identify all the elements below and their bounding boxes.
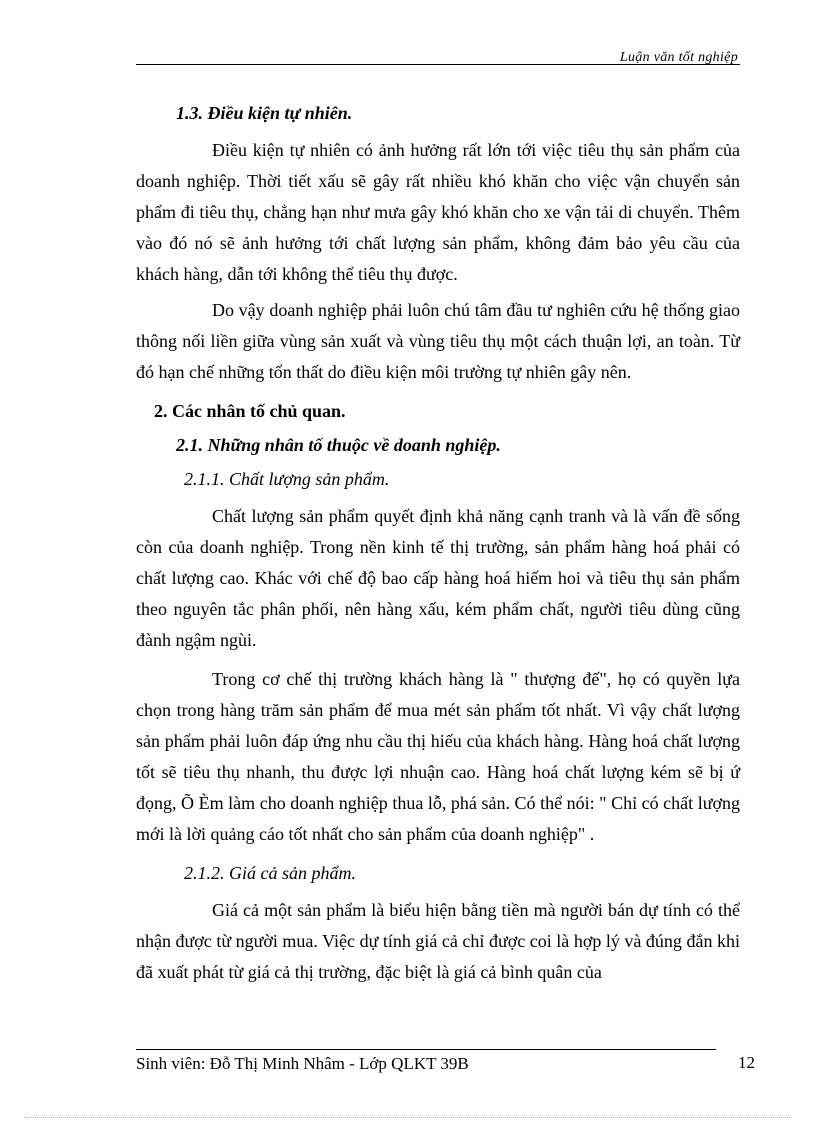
heading-2-1: 2.1. Những nhân tố thuộc về doanh nghiệp. bbox=[176, 435, 501, 455]
running-header: Luận văn tốt nghiệp bbox=[619, 50, 738, 65]
heading-1-3: 1.3. Điều kiện tự nhiên. bbox=[176, 103, 353, 123]
paragraph-transport-infrastructure: Do vậy doanh nghiệp phải luôn chú tâm đầu tư nghiên cứu hệ thống giao thông nối liền giữa vùng sản xuất và vùng tiêu thụ một cách thuận lợi, an toàn. Từ đó hạn chế những tổn thất do điều kiện môi trường tự nhiên gây nên. bbox=[136, 300, 740, 382]
page-body bbox=[136, 98, 740, 988]
heading-2-1-1: 2.1.1. Chất lượng sản phẩm. bbox=[184, 469, 390, 489]
paragraph-customer-choice: Trong cơ chế thị trường khách hàng là " thượng đế", họ có quyền lựa chọn trong hàng trăm sản phẩm để mua mét sản phẩm tốt nhất. Vì vậy chất lượng sản phẩm phải luôn đáp ứng nhu cầu thị hiếu của khách hàng. Hàng hoá chất lượng tốt sẽ tiêu thụ nhanh, thu được lợi nhuận cao. Hàng hoá chất lượng kém sẽ bị ứ đọng, Õ Èm làm cho doanh nghiệp thua lỗ, phá sản. Có thể nói: " Chỉ có chất lượng mới là lời quảng cáo tốt nhất cho sản phẩm của doanh nghiệp" . bbox=[136, 669, 740, 844]
footer-author: Sinh viên: Đỗ Thị Minh Nhâm - Lớp QLKT 39B bbox=[136, 1054, 469, 1073]
heading-2-1-2: 2.1.2. Giá cả sản phẩm. bbox=[184, 863, 356, 883]
heading-2: 2. Các nhân tố chủ quan. bbox=[154, 401, 346, 421]
paragraph-product-price: Giá cả một sản phẩm là biểu hiện bằng tiền mà người bán dự tính có thể nhận được từ người mua. Việc dự tính giá cả chỉ được coi là hợp lý và đúng đắn khi đã xuất phát từ giá cả thị trường, đặc biệt là giá cả bình quân của bbox=[136, 900, 740, 982]
page-bottom-divider bbox=[24, 1117, 792, 1118]
paragraph-product-quality: Chất lượng sản phẩm quyết định khả năng cạnh tranh và là vấn đề sống còn của doanh nghiệp. Trong nền kinh tế thị trường, sản phẩm hàng hoá phải có chất lượng cao. Khác với chế độ bao cấp hàng hoá hiếm hoi và tiêu thụ sản phẩm theo nguyên tắc phân phối, nên hàng xấu, kém phẩm chất, người tiêu dùng cũng đành ngậm ngùi. bbox=[136, 506, 740, 650]
page-number: 12 bbox=[738, 1053, 755, 1072]
paragraph-natural-conditions: Điều kiện tự nhiên có ảnh hưởng rất lớn tới việc tiêu thụ sản phẩm của doanh nghiệp. Thời tiết xấu sẽ gây rất nhiều khó khăn cho việc vận chuyển sản phẩm đi tiêu thụ, chẳng hạn như mưa gây khó khăn cho xe vận tải di chuyển. Thêm vào đó nó sẽ ảnh hưởng tới chất lượng sản phẩm, không đảm bảo yêu cầu của khách hàng, dẫn tới không thể tiêu thụ được. bbox=[136, 140, 740, 284]
header-rule bbox=[136, 64, 740, 65]
footer-rule bbox=[136, 1049, 716, 1050]
